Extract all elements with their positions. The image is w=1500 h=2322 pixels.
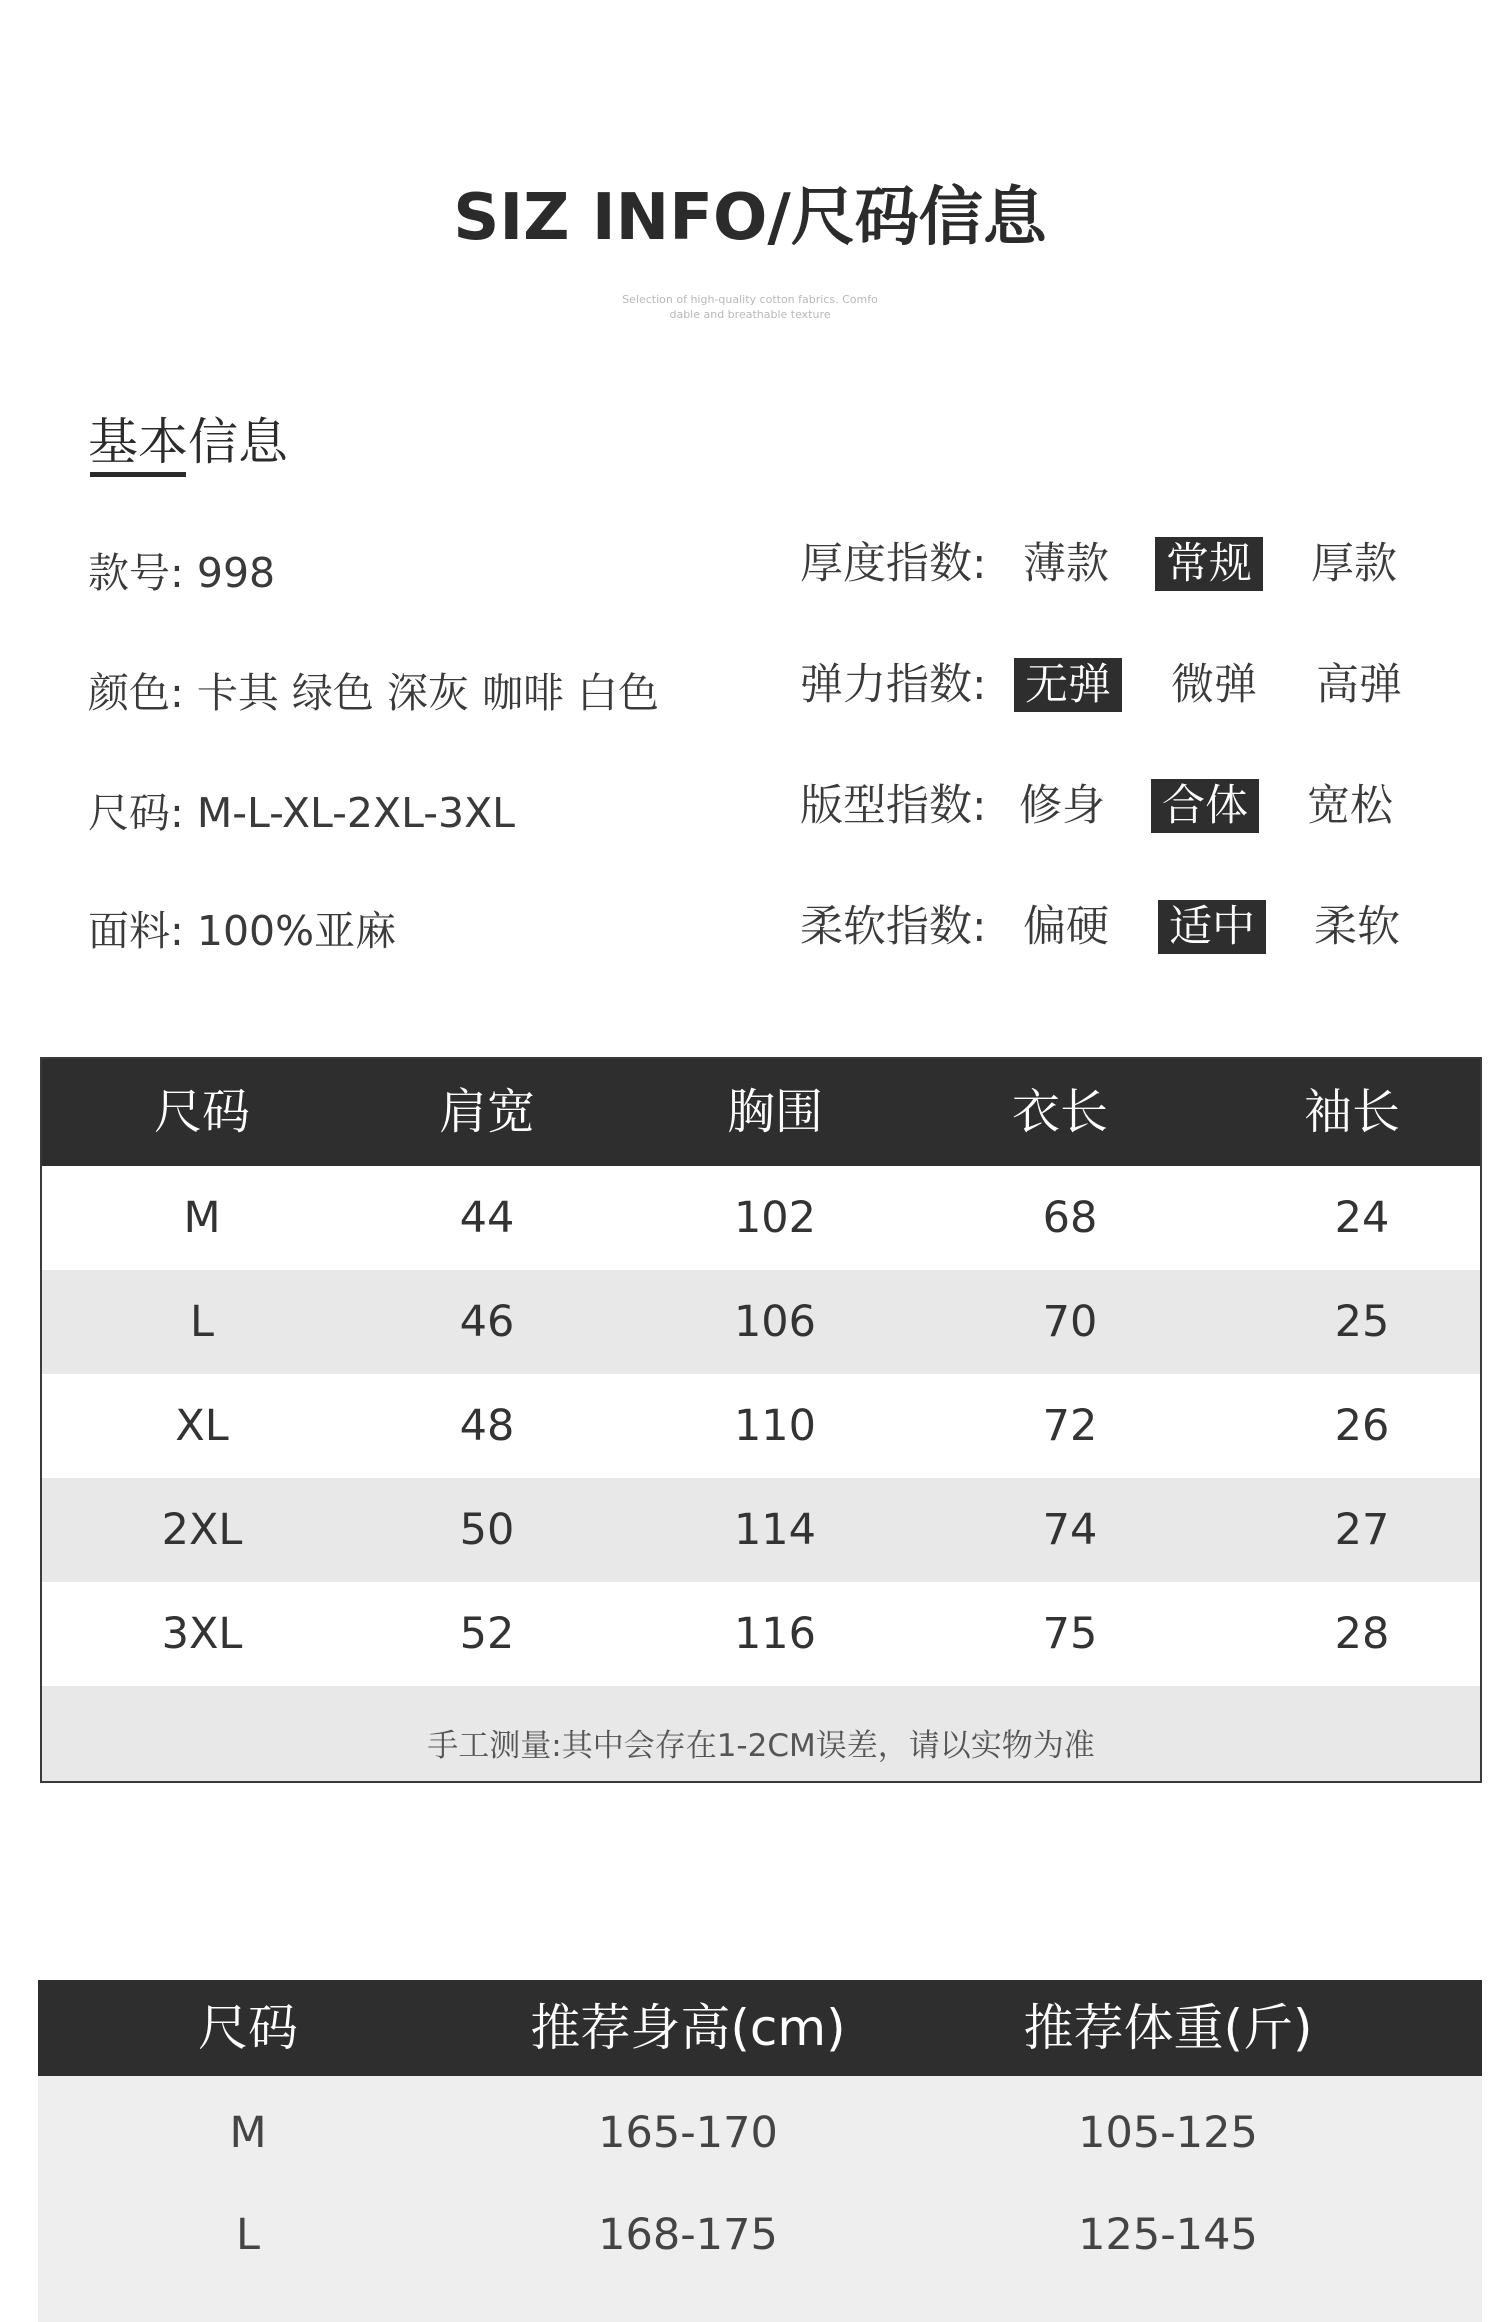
fabric-label: 面料: <box>88 907 184 955</box>
header-shoulder: 肩宽 <box>438 1084 535 1140</box>
size-value: M-L-XL-2XL-3XL <box>196 789 516 837</box>
header-height: 推荐身高(cm) <box>530 1999 846 2057</box>
header-weight: 推荐体重(斤) <box>1023 1999 1313 2057</box>
cell-shoulder: 44 <box>459 1193 515 1243</box>
table-row <box>42 1374 1480 1478</box>
style-no-label: 款号: <box>88 549 184 597</box>
color-label: 颜色: <box>88 669 184 717</box>
size-table-header <box>42 1059 1480 1166</box>
cell-chest: 116 <box>733 1609 817 1659</box>
fabric-value: 100%亚麻 <box>196 907 397 955</box>
color-line <box>88 666 659 720</box>
table-row <box>38 2082 1482 2184</box>
cell-size: L <box>190 1297 214 1347</box>
elasticity-option-slight: 微弹 <box>1171 660 1257 710</box>
cell-length: 75 <box>1042 1609 1098 1659</box>
elasticity-option-high: 高弹 <box>1316 660 1402 710</box>
measurement-note: 手工测量:其中会存在1-2CM误差，请以实物为准 <box>427 1728 1095 1764</box>
table-row <box>38 2184 1482 2286</box>
cell-size: M <box>183 1193 221 1243</box>
cell-chest: 110 <box>733 1401 817 1451</box>
style-no-value: 998 <box>196 549 276 597</box>
fit-index-label: 版型指数: <box>800 781 987 831</box>
header-chest: 胸围 <box>726 1084 823 1140</box>
size-line <box>88 786 515 840</box>
cell-size: XL <box>175 1401 229 1451</box>
cell-height: 168-175 <box>598 2210 778 2260</box>
elasticity-index-label: 弹力指数: <box>800 660 987 710</box>
cell-weight: 125-145 <box>1078 2210 1258 2260</box>
header-sleeve: 袖长 <box>1303 1084 1400 1140</box>
cell-sleeve: 28 <box>1334 1609 1390 1659</box>
cell-length: 68 <box>1042 1193 1098 1243</box>
cell-chest: 102 <box>733 1193 817 1243</box>
cell-shoulder: 46 <box>459 1297 515 1347</box>
thickness-option-thick: 厚款 <box>1311 539 1397 589</box>
size-table <box>40 1057 1482 1783</box>
table-row <box>42 1166 1480 1270</box>
fabric-line <box>88 904 396 958</box>
cell-sleeve: 26 <box>1334 1401 1390 1451</box>
cell-length: 72 <box>1042 1401 1098 1451</box>
cell-height: 165-170 <box>598 2108 778 2158</box>
style-no-line <box>88 546 275 600</box>
cell-chest: 106 <box>733 1297 817 1347</box>
thickness-option-thin: 薄款 <box>1023 539 1109 589</box>
cell-sleeve: 25 <box>1334 1297 1390 1347</box>
heading-underline <box>90 472 186 477</box>
color-value: 卡其 绿色 深灰 咖啡 白色 <box>196 669 660 717</box>
page-subtitle-line-1: Selection of high-quality cotton fabrics. Comfo <box>622 293 878 306</box>
thickness-index-label: 厚度指数: <box>800 539 987 589</box>
softness-index-label: 柔软指数: <box>800 902 987 952</box>
cell-length: 74 <box>1042 1505 1098 1555</box>
cell-size: M <box>229 2108 267 2158</box>
cell-chest: 114 <box>733 1505 817 1555</box>
thickness-option-regular: 常规 <box>1155 537 1263 591</box>
cell-size: 2XL <box>161 1505 243 1555</box>
cell-size: 3XL <box>161 1609 243 1659</box>
softness-option-medium: 适中 <box>1158 900 1266 954</box>
cell-length: 70 <box>1042 1297 1098 1347</box>
cell-shoulder: 52 <box>459 1609 515 1659</box>
size-label: 尺码: <box>88 789 184 837</box>
softness-option-firm: 偏硬 <box>1023 902 1109 952</box>
table-row <box>42 1582 1480 1686</box>
page-title: SIZ INFO/尺码信息 <box>453 181 1047 255</box>
softness-option-soft: 柔软 <box>1314 902 1400 952</box>
recommendation-table <box>38 1980 1482 2322</box>
fit-option-loose: 宽松 <box>1307 781 1393 831</box>
fit-option-slim: 修身 <box>1019 781 1105 831</box>
cell-weight: 105-125 <box>1078 2108 1258 2158</box>
table-row <box>42 1478 1480 1582</box>
elasticity-option-none: 无弹 <box>1014 658 1122 712</box>
cell-size: L <box>236 2210 260 2260</box>
cell-sleeve: 27 <box>1334 1505 1390 1555</box>
page-subtitle-line-2: dable and breathable texture <box>669 308 831 321</box>
cell-shoulder: 50 <box>459 1505 515 1555</box>
header-length: 衣长 <box>1011 1084 1108 1140</box>
fit-option-regular: 合体 <box>1151 779 1259 833</box>
cell-sleeve: 24 <box>1334 1193 1390 1243</box>
header-size: 尺码 <box>198 1999 298 2057</box>
table-row <box>42 1270 1480 1374</box>
cell-shoulder: 48 <box>459 1401 515 1451</box>
table-note-row <box>42 1686 1480 1783</box>
header-size: 尺码 <box>153 1084 250 1140</box>
basic-info-heading: 基本信息 <box>88 413 288 471</box>
recommendation-table-header <box>38 1980 1482 2076</box>
